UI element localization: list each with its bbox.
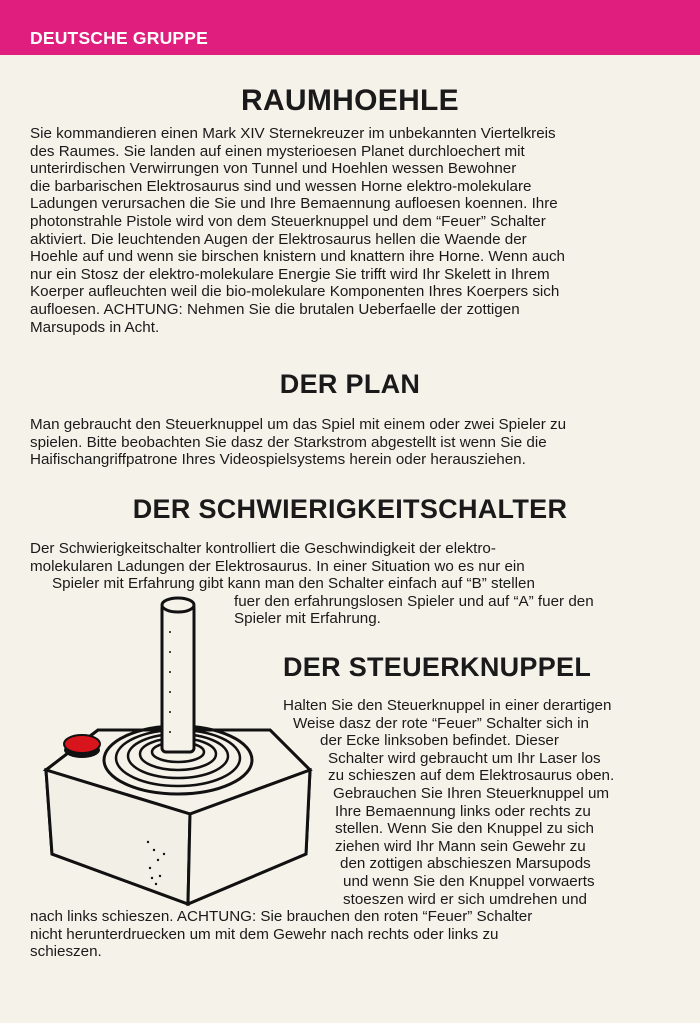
raumhoehle-line: photonstrahle Pistole wird von dem Steuerknuppel und dem “Feuer” Schalter — [30, 212, 546, 230]
schwierigkeit-line: fuer den erfahrungslosen Spieler und auf “A” fuer den — [234, 592, 594, 610]
plan-line: Man gebraucht den Steuerknuppel um das Spiel mit einem oder zwei Spieler zu — [30, 416, 567, 433]
steuerknuppel-line: der Ecke linksoben befindet. Dieser — [320, 732, 559, 750]
schwierigkeit-line: molekularen Ladungen der Elektrosaurus. In einer Situation wo es nur ein — [30, 557, 525, 575]
steuerknuppel-title: DER STEUERKNUPPEL — [283, 652, 592, 682]
steuerknuppel-line: den zottigen abschieszen Marsupods — [340, 855, 591, 873]
raumhoehle-title: RAUMHOEHLE — [241, 84, 459, 117]
plan-text — [30, 416, 566, 469]
steuerknuppel-line: nicht herunterdruecken um mit dem Gewehr nach rechts oder links zu — [30, 925, 499, 943]
steuerknuppel-line: und wenn Sie den Knuppel vorwaerts — [343, 872, 595, 890]
raumhoehle-line: Ladungen verursachen die Sie und Ihre Bemaennung aufloesen koennen. Ihre — [30, 195, 558, 213]
schwierigkeit-line: Spieler mit Erfahrung gibt kann man den Schalter einfach auf “B” stellen — [52, 575, 535, 593]
steuerknuppel-line: Halten Sie den Steuerknuppel in einer derartigen — [283, 697, 612, 714]
raumhoehle-line: nur ein Stosz der elektro-molekulare Energie Sie trifft wird Ihr Skelett in Ihrem — [30, 265, 550, 283]
raumhoehle-line: Marsupods in Acht. — [30, 318, 160, 336]
steuerknuppel-line: Ihre Bemaennung links oder rechts zu — [335, 802, 591, 820]
schwierigkeit-title: DER SCHWIERIGKEITSCHALTER — [132, 494, 568, 524]
raumhoehle-line: des Raumes. Sie landen auf einen mysterioesen Planet durchloechert mit — [30, 142, 525, 160]
plan-title: DER PLAN — [279, 369, 421, 399]
steuerknuppel-line: schieszen. — [30, 943, 102, 961]
steuerknuppel-line: zu schieszen auf dem Elektrosaurus oben. — [328, 767, 615, 785]
raumhoehle-text — [30, 125, 565, 336]
steuerknuppel-line: ziehen wird Ihr Mann sein Gewehr zu — [335, 837, 586, 855]
raumhoehle-line: Koerper aufleuchten weil die bio-molekulare Komponenten Ihres Koerpers sich — [30, 283, 560, 301]
steuerknuppel-line: Schalter wird gebraucht um Ihr Laser los — [328, 749, 601, 767]
schwierigkeit-line: Spieler mit Erfahrung. — [234, 610, 381, 628]
raumhoehle-line: aktiviert. Die leuchtenden Augen der Elektrosaurus hellen die Waende der — [30, 230, 527, 248]
joystick-icon — [38, 592, 318, 912]
plan-line: spielen. Bitte beobachten Sie dasz der Starkstrom abgestellt ist wenn Sie die — [30, 433, 547, 451]
raumhoehle-line: die barbarischen Elektrosaurus sind und wessen Horne elektro-molekulare — [30, 177, 532, 195]
steuerknuppel-line: nach links schieszen. ACHTUNG: Sie brauchen den roten “Feuer” Schalter — [30, 908, 533, 926]
raumhoehle-line: aufloesen. ACHTUNG: Nehmen Sie die brutalen Ueberfaelle der zottigen — [30, 300, 520, 318]
steuerknuppel-line: Gebrauchen Sie Ihren Steuerknuppel um — [333, 784, 610, 802]
raumhoehle-line: Sie kommandieren einen Mark XIV Sternekreuzer im unbekannten Viertelkreis — [30, 125, 556, 142]
raumhoehle-line: Hoehle auf und wenn sie birschen knistern und knattern ihre Horne. Wenn auch — [30, 248, 565, 266]
schwierigkeit-line: Der Schwierigkeitschalter kontrolliert die Geschwindigkeit der elektro- — [30, 540, 496, 557]
steuerknuppel-line: stellen. Wenn Sie den Knuppel zu sich — [335, 820, 594, 838]
raumhoehle-line: unterirdischen Verwirrungen von Tunnel und Hoehlen wessen Bewohner — [30, 160, 517, 178]
section-label: DEUTSCHE GRUPPE — [30, 28, 209, 48]
steuerknuppel-line: Weise dasz der rote “Feuer” Schalter sich in — [293, 714, 589, 732]
plan-line: Haifischangriffpatrone Ihres Videospielsystems herein oder herausziehen. — [30, 451, 526, 469]
steuerknuppel-line: stoeszen wird er sich umdrehen und — [343, 890, 587, 908]
